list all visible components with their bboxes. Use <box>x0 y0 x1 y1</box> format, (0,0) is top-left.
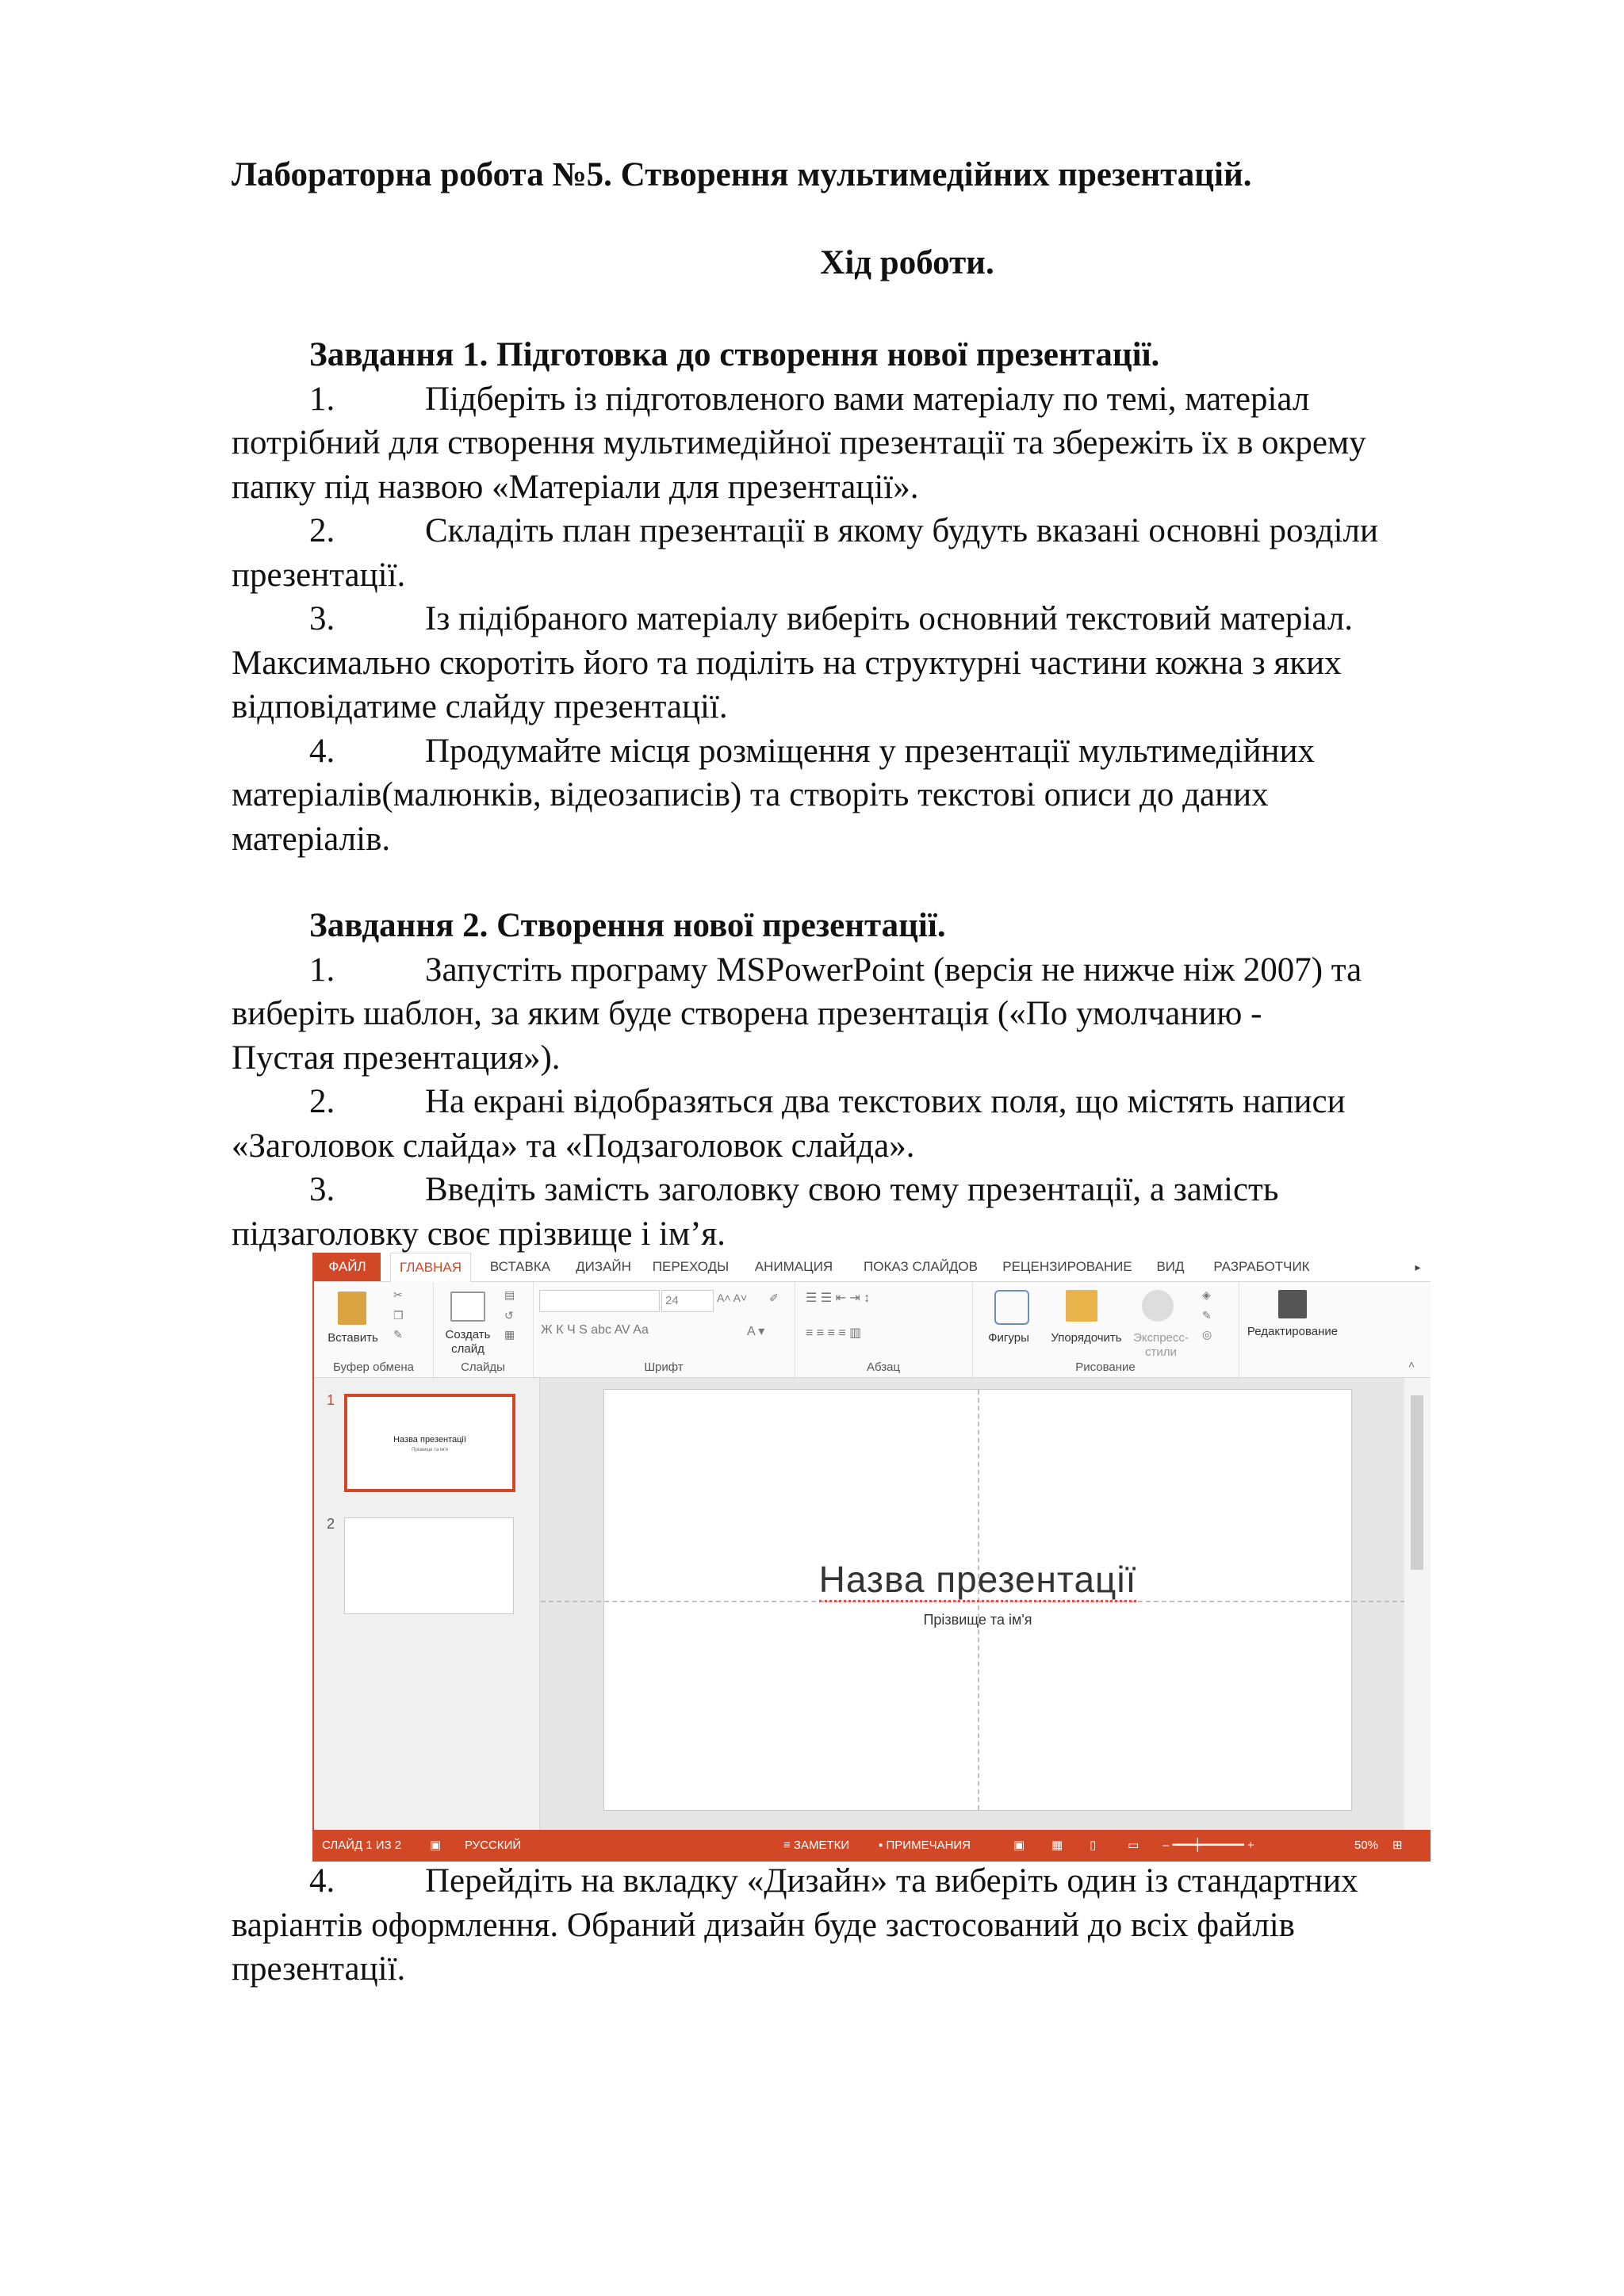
slide-thumbnail-2[interactable] <box>344 1517 514 1614</box>
item-text: папку під назвою «Матеріали для презентації». <box>232 468 919 506</box>
arrange-icon <box>1066 1290 1097 1322</box>
item-line <box>232 421 1516 465</box>
list-item <box>232 948 1516 1081</box>
outline-icon[interactable]: ✎ <box>1202 1309 1212 1322</box>
slide-thumbnail-1[interactable] <box>344 1394 515 1492</box>
font-size-input[interactable]: 24 <box>661 1290 714 1312</box>
drawing-group-label: Рисование <box>1075 1360 1136 1374</box>
item-line <box>232 465 1516 510</box>
slideshow-icon[interactable]: ▭ <box>1128 1839 1139 1852</box>
list-item <box>232 1168 1516 1256</box>
item-line <box>232 992 1516 1036</box>
shapes-button[interactable]: Фигуры <box>988 1331 1029 1345</box>
cut-icon[interactable]: ✂ <box>393 1288 403 1301</box>
list-item <box>232 509 1516 597</box>
binoculars-icon <box>1278 1290 1307 1318</box>
tab-review[interactable]: РЕЦЕНЗИРОВАНИЕ <box>1002 1259 1132 1274</box>
notes-button[interactable]: ≡ ЗАМЕТКИ <box>783 1839 850 1852</box>
ribbon-tabs <box>314 1253 1431 1282</box>
item-text: Із підібраного матеріалу виберіть основний текстовий матеріал. <box>425 600 1354 637</box>
task1-section <box>232 333 1516 861</box>
group-paragraph <box>795 1282 973 1377</box>
zoom-slider[interactable]: – ━━━┿━━━━━━ + <box>1162 1839 1254 1852</box>
font-group-label: Шрифт <box>644 1360 684 1374</box>
tab-slideshow[interactable]: ПОКАЗ СЛАЙДОВ <box>864 1259 978 1274</box>
paste-icon <box>338 1292 366 1325</box>
item-line <box>232 1904 1516 1948</box>
slides-group-label: Слайды <box>461 1360 505 1374</box>
current-slide <box>603 1389 1352 1811</box>
powerpoint-screenshot <box>312 1253 1431 1862</box>
thumb-subtitle: Прізвище та ім'я <box>412 1448 448 1452</box>
clipboard-group-label: Буфер обмена <box>333 1360 414 1374</box>
quick-styles-button[interactable]: Экспресс- стили <box>1133 1331 1189 1359</box>
scrollbar-thumb[interactable] <box>1411 1395 1423 1570</box>
item-text: На екрані відобразяться два текстових поля, що містять написи <box>425 1083 1346 1120</box>
group-slides <box>433 1282 534 1377</box>
font-name-input[interactable] <box>539 1290 660 1312</box>
list-item <box>232 729 1516 862</box>
document-title: Лабораторна робота №5. Створення мультимедійних презентацій. <box>232 156 1252 193</box>
thumb-title: Назва презентації <box>393 1435 466 1445</box>
item-line <box>232 1859 1516 1904</box>
item-text: «Заголовок слайда» та «Подзаголовок слайда». <box>232 1127 915 1165</box>
tabs-more-icon[interactable]: ▸ <box>1415 1261 1421 1273</box>
task2-heading: Завдання 2. Створення нової презентації. <box>309 907 946 944</box>
font-grow-icon[interactable]: A˄ A˅ <box>717 1292 748 1304</box>
group-font <box>533 1282 795 1377</box>
tab-developer[interactable]: РАЗРАБОТЧИК <box>1213 1259 1310 1274</box>
item-line <box>232 685 1516 729</box>
group-clipboard <box>314 1282 434 1377</box>
item-line <box>232 377 1516 422</box>
format-painter-icon[interactable]: ✎ <box>393 1328 403 1341</box>
paste-button[interactable]: Вставить <box>327 1331 378 1345</box>
effects-icon[interactable]: ◎ <box>1202 1328 1212 1341</box>
vertical-scrollbar[interactable] <box>1404 1378 1431 1830</box>
item-text: виберіть шаблон, за яким буде створена презентація («По умолчанию - <box>232 995 1262 1032</box>
zoom-level[interactable]: 50% <box>1354 1839 1379 1852</box>
item-text: Максимально скоротіть його та поділіть на структурні частини кожна з яких <box>232 644 1342 682</box>
font-color-icon[interactable]: A ▾ <box>747 1325 765 1338</box>
thumb-number: 1 <box>327 1392 335 1408</box>
item-line <box>232 773 1516 817</box>
new-slide-button[interactable]: Создать слайд <box>445 1328 491 1356</box>
tab-home[interactable]: ГЛАВНАЯ <box>390 1253 471 1283</box>
item-line <box>232 641 1516 686</box>
task2-continuation <box>232 1859 1516 1992</box>
item-number: 4. <box>309 732 335 770</box>
item-line <box>232 1080 1516 1124</box>
align-icons[interactable]: ≡ ≡ ≡ ≡ ▥ <box>806 1326 862 1340</box>
list-item <box>232 377 1516 510</box>
reset-icon[interactable]: ↺ <box>504 1309 514 1322</box>
task2-section <box>232 904 1516 1256</box>
collapse-ribbon-icon[interactable]: ˄ <box>1408 1358 1415 1371</box>
item-text: Запустіть програму MSPowerPoint (версія не нижче ніж 2007) та <box>425 951 1362 989</box>
task1-heading: Завдання 1. Підготовка до створення нової презентації. <box>309 336 1160 373</box>
item-number: 4. <box>309 1862 335 1900</box>
slide-title[interactable]: Назва презентації <box>604 1558 1351 1601</box>
reading-view-icon[interactable]: ▯ <box>1090 1839 1097 1852</box>
item-text: Перейдіть на вкладку «Дизайн» та виберіть один із стандартних <box>425 1862 1358 1900</box>
item-text: Продумайте місця розміщення у презентації мультимедійних <box>425 732 1315 770</box>
thumb-number: 2 <box>327 1516 335 1532</box>
slide-counter: СЛАЙД 1 ИЗ 2 <box>322 1839 402 1852</box>
group-editing <box>1239 1282 1350 1377</box>
tab-view[interactable]: ВИД <box>1156 1259 1185 1274</box>
item-line <box>232 509 1516 553</box>
item-number: 2. <box>309 512 335 549</box>
fill-icon[interactable]: ◈ <box>1202 1288 1211 1301</box>
item-text: Складіть план презентації в якому будуть вказані основні розділи <box>425 512 1379 549</box>
item-text: презентації. <box>232 556 406 594</box>
item-line <box>232 553 1516 598</box>
ribbon <box>314 1282 1431 1378</box>
fit-window-icon[interactable]: ⊞ <box>1392 1839 1403 1852</box>
item-line <box>232 1168 1516 1212</box>
normal-view-icon[interactable]: ▣ <box>1013 1839 1025 1852</box>
copy-icon[interactable]: ❐ <box>393 1309 404 1322</box>
item-text: матеріалів(малюнків, відеозаписів) та створіть текстові описи до даних <box>232 776 1269 813</box>
tab-file[interactable]: ФАЙЛ <box>314 1253 381 1281</box>
paragraph-group-label: Абзац <box>866 1360 901 1374</box>
bullets-icon[interactable]: ☰ ☰ ⇤ ⇥ ↕ <box>806 1292 871 1305</box>
item-text: варіантів оформлення. Обраний дизайн буде застосований до всіх файлів <box>232 1906 1295 1944</box>
item-line <box>232 729 1516 774</box>
item-text: презентації. <box>232 1950 406 1988</box>
item-line <box>232 948 1516 993</box>
section-icon[interactable]: ▦ <box>504 1328 515 1341</box>
document-subtitle: Хід роботи. <box>820 244 994 281</box>
item-number: 3. <box>309 1171 335 1208</box>
item-text: Підберіть із підготовленого вами матеріалу по темі, матеріал <box>425 380 1310 418</box>
item-line <box>232 1124 1516 1169</box>
item-text: Введіть замість заголовку свою тему презентації, а замість <box>425 1171 1279 1208</box>
item-text: підзаголовку своє прізвище і ім’я. <box>232 1215 726 1253</box>
slide-subtitle[interactable]: Прізвище та ім'я <box>923 1612 1032 1628</box>
quick-styles-icon <box>1142 1290 1174 1322</box>
item-line <box>232 1036 1516 1081</box>
slide-editor <box>540 1378 1404 1830</box>
arrange-button[interactable]: Упорядочить <box>1051 1331 1122 1345</box>
editing-button[interactable]: Редактирование <box>1247 1325 1339 1338</box>
slide-sorter-icon[interactable]: ▦ <box>1051 1839 1063 1852</box>
new-slide-icon <box>450 1292 485 1322</box>
item-number: 2. <box>309 1083 335 1120</box>
spellcheck-icon[interactable]: ▣ <box>430 1839 442 1852</box>
list-item <box>232 1859 1516 1992</box>
item-text: відповідатиме слайду презентації. <box>232 688 728 725</box>
item-text: Пустая презентация»). <box>232 1039 561 1077</box>
item-line <box>232 597 1516 641</box>
comments-button[interactable]: ▪ ПРИМЕЧАНИЯ <box>879 1839 971 1852</box>
item-line <box>232 1212 1516 1257</box>
tab-design[interactable]: ДИЗАЙН <box>576 1259 631 1274</box>
clear-format-icon[interactable]: ✐ <box>769 1292 779 1304</box>
item-line <box>232 1947 1516 1992</box>
item-number: 3. <box>309 600 335 637</box>
tab-transitions[interactable]: ПЕРЕХОДЫ <box>652 1259 730 1274</box>
item-number: 1. <box>309 951 335 989</box>
group-drawing <box>972 1282 1239 1377</box>
item-text: потрібний для створення мультимедійної презентації та збережіть їх в окрему <box>232 424 1366 461</box>
shapes-icon <box>994 1290 1029 1325</box>
layout-icon[interactable]: ▤ <box>504 1288 515 1301</box>
item-line <box>232 817 1516 862</box>
list-item <box>232 597 1516 729</box>
language-indicator[interactable]: РУССКИЙ <box>465 1839 522 1852</box>
slide-thumbnails-panel <box>314 1378 540 1830</box>
tab-insert[interactable]: ВСТАВКА <box>489 1259 551 1274</box>
item-text: матеріалів. <box>232 820 391 858</box>
font-style-buttons[interactable]: Ж К Ч S abc AV Aa <box>541 1323 649 1337</box>
item-number: 1. <box>309 380 335 418</box>
tab-animation[interactable]: АНИМАЦИЯ <box>754 1259 833 1274</box>
status-bar <box>314 1830 1431 1862</box>
list-item <box>232 1080 1516 1168</box>
